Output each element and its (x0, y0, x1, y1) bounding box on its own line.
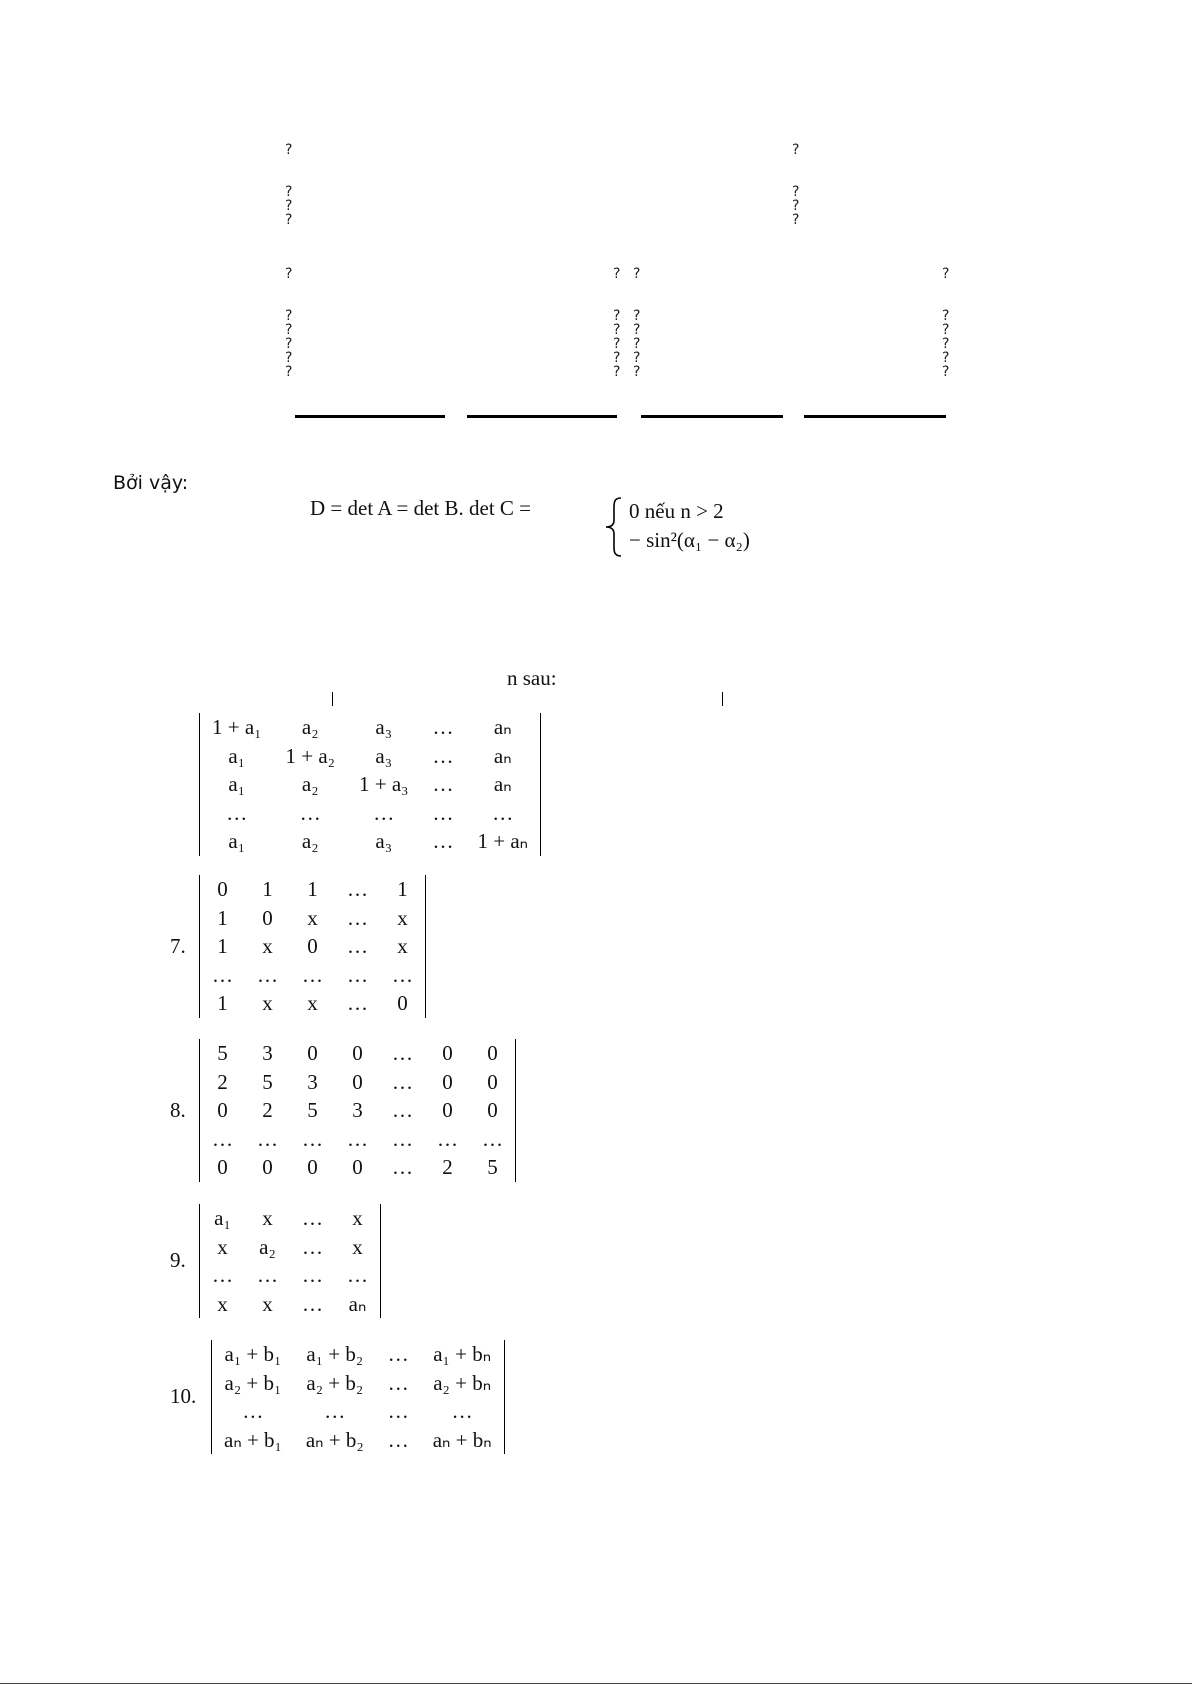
matrix-cell: … (387, 1342, 409, 1366)
matrix-cell: aₙ (493, 743, 512, 768)
matrix-cell: 5 (217, 1041, 228, 1065)
matrix-cell: … (373, 800, 395, 825)
matrix-row (200, 989, 425, 1018)
matrix-cell: 5 (307, 1098, 318, 1122)
matrix-cell: x (352, 1234, 363, 1259)
rule-1 (295, 415, 445, 418)
matrix-cell: aₙ + b₁ (224, 1427, 282, 1452)
matrix-row (200, 1096, 515, 1125)
matrix-cell: a₂ (301, 715, 319, 739)
missing-glyph-icon: ? (613, 364, 621, 380)
matrix-cell: a₃ (375, 743, 393, 768)
missing-glyph-icon: ? (792, 184, 800, 200)
missing-glyph-icon: ? (285, 308, 293, 324)
matrix-cell: a₃ (375, 829, 393, 853)
page-bottom-rule (0, 1683, 1192, 1684)
matrix-row (200, 770, 540, 799)
matrix-cell: … (451, 1399, 473, 1423)
matrix-cell: 0 (262, 905, 273, 930)
matrix-cell: a₁ (228, 829, 246, 853)
matrix-cell: 0 (442, 1069, 453, 1094)
matrix-cell: … (347, 962, 368, 987)
matrix-cell: … (212, 962, 233, 987)
matrix-cell: 2 (442, 1155, 453, 1179)
matrix-cell: x (397, 934, 408, 958)
missing-glyph-icon: ? (613, 322, 621, 338)
matrix-cell: aₙ + b₂ (305, 1427, 364, 1452)
problem-intro: n sau: (507, 666, 557, 690)
determinant-7 (199, 875, 426, 1018)
matrix-cell: 1 + a₂ (285, 743, 335, 768)
matrix-cell: … (302, 1126, 323, 1151)
missing-glyph-icon: ? (285, 198, 293, 214)
matrix-cell: 0 (217, 1155, 228, 1179)
matrix-cell: 0 (352, 1155, 363, 1179)
matrix-row (200, 1204, 380, 1233)
matrix-cell: … (302, 962, 323, 987)
matrix-cell: … (347, 1263, 368, 1287)
matrix-cell: a₁ + b₂ (306, 1342, 364, 1366)
missing-glyph-icon: ? (942, 336, 950, 352)
missing-glyph-icon: ? (285, 266, 293, 282)
determinant-9 (199, 1204, 381, 1318)
case-two: − sin²(α₁ − α₂) (629, 528, 750, 552)
matrix-cell: x (307, 991, 318, 1015)
matrix-cell: 0 (352, 1069, 363, 1094)
matrix-cell: … (347, 877, 368, 901)
left-brace-icon (603, 496, 625, 558)
missing-glyph-icon: ? (613, 336, 621, 352)
matrix-cell: aₙ (493, 715, 512, 739)
tick-left (332, 692, 333, 706)
matrix-cell: a₁ (228, 772, 246, 796)
matrix-cell: 0 (262, 1155, 273, 1179)
matrix-cell: … (347, 1126, 368, 1151)
matrix-cell: a₁ + b₁ (224, 1342, 282, 1366)
missing-glyph-icon: ? (285, 184, 293, 200)
missing-glyph-icon: ? (792, 212, 800, 228)
matrix-cell: x (262, 934, 273, 958)
matrix-row (200, 932, 425, 961)
matrix-cell: 1 + a₃ (359, 772, 409, 796)
missing-glyph-icon: ? (633, 308, 641, 324)
matrix-cell: 0 (352, 1041, 363, 1065)
missing-glyph-icon: ? (942, 364, 950, 380)
rule-4 (804, 415, 946, 418)
determinant-equation: D = det A = det B. det C = (310, 496, 532, 520)
matrix-cell: … (387, 1427, 409, 1452)
matrix-cell: … (299, 800, 321, 825)
matrix-cell: a₁ (214, 1206, 231, 1230)
problem-number-8: 8. (170, 1098, 186, 1122)
matrix-cell: … (387, 1399, 409, 1423)
missing-glyph-icon: ? (613, 308, 621, 324)
matrix-cell: … (226, 800, 248, 825)
matrix-cell: … (432, 743, 454, 768)
matrix-row (212, 1397, 504, 1426)
matrix-cell: 0 (487, 1041, 498, 1065)
matrix-cell: 0 (307, 1041, 318, 1065)
matrix-cell: … (257, 1263, 278, 1287)
matrix-cell: … (347, 991, 368, 1015)
matrix-row (212, 1369, 504, 1398)
matrix-cell: 1 (307, 877, 318, 901)
missing-glyph-icon: ? (613, 350, 621, 366)
matrix-row (200, 904, 425, 933)
problem-number-9: 9. (170, 1248, 186, 1272)
matrix-cell: … (492, 800, 514, 825)
determinant-10 (211, 1340, 505, 1454)
matrix-cell: x (262, 1206, 273, 1230)
matrix-cell: aₙ + bₙ (432, 1427, 492, 1452)
matrix-cell: 0 (442, 1041, 453, 1065)
matrix-cell: 0 (397, 991, 408, 1015)
matrix-row (200, 1125, 515, 1154)
matrix-cell: … (302, 1234, 323, 1259)
missing-glyph-icon: ? (942, 266, 950, 282)
matrix-cell: x (262, 1291, 273, 1316)
matrix-cell: x (262, 991, 273, 1015)
matrix-cell: … (392, 1126, 413, 1151)
matrix-cell: … (347, 905, 368, 930)
problem-number-7: 7. (170, 934, 186, 958)
matrix-cell: 3 (262, 1041, 273, 1065)
tick-right (722, 692, 723, 706)
missing-glyph-icon: ? (792, 198, 800, 214)
matrix-cell: 1 (397, 877, 408, 901)
matrix-cell: a₂ (259, 1234, 276, 1259)
matrix-cell: … (432, 829, 454, 853)
matrix-cell: 1 + aₙ (477, 829, 529, 853)
matrix-cell: 1 (217, 934, 228, 958)
matrix-row (200, 827, 540, 856)
matrix-cell: 1 (217, 905, 228, 930)
matrix-cell: a₂ + bₙ (433, 1370, 492, 1395)
matrix-row (212, 1340, 504, 1369)
matrix-cell: 3 (352, 1098, 363, 1122)
matrix-cell: … (242, 1399, 264, 1423)
missing-glyph-icon: ? (942, 350, 950, 366)
matrix-cell: 0 (442, 1098, 453, 1122)
matrix-row (200, 1261, 380, 1290)
matrix-cell: … (432, 800, 454, 825)
determinant-6 (199, 713, 541, 856)
matrix-cell: 1 + a₁ (212, 715, 262, 739)
case-one: 0 nếu n > 2 (629, 499, 724, 523)
matrix-cell: x (217, 1291, 228, 1316)
matrix-row (200, 1233, 380, 1262)
matrix-cell: … (392, 1069, 413, 1094)
matrix-cell: … (257, 962, 278, 987)
matrix-cell: x (352, 1206, 363, 1230)
missing-glyph-icon: ? (633, 322, 641, 338)
matrix-cell: 5 (262, 1069, 273, 1094)
matrix-row (200, 799, 540, 828)
matrix-cell: 0 (307, 1155, 318, 1179)
matrix-cell: 1 (217, 991, 228, 1015)
matrix-row (200, 1068, 515, 1097)
matrix-cell: x (307, 905, 318, 930)
matrix-cell: 1 (262, 877, 273, 901)
matrix-row (200, 742, 540, 771)
matrix-row (200, 1039, 515, 1068)
rule-3 (641, 415, 783, 418)
problem-number-10: 10. (170, 1384, 197, 1408)
missing-glyph-icon: ? (942, 308, 950, 324)
missing-glyph-icon: ? (285, 364, 293, 380)
matrix-cell: a₁ (228, 743, 246, 768)
matrix-cell: … (432, 772, 454, 796)
matrix-cell: … (387, 1370, 409, 1395)
missing-glyph-icon: ? (613, 266, 621, 282)
matrix-cell: 3 (307, 1069, 318, 1094)
rule-2 (467, 415, 617, 418)
matrix-cell: … (432, 715, 454, 739)
matrix-cell: 2 (217, 1069, 228, 1094)
matrix-row (212, 1426, 504, 1455)
matrix-cell: 0 (487, 1069, 498, 1094)
matrix-cell: aₙ (493, 772, 512, 796)
matrix-cell: … (437, 1126, 458, 1151)
matrix-row (200, 1290, 380, 1319)
missing-glyph-icon: ? (285, 212, 293, 228)
matrix-cell: a₂ + b₂ (306, 1370, 364, 1395)
matrix-cell: … (212, 1263, 233, 1287)
matrix-cell: … (392, 962, 413, 987)
matrix-cell: … (257, 1126, 278, 1151)
matrix-cell: x (397, 905, 408, 930)
matrix-cell: 0 (307, 934, 318, 958)
matrix-cell: a₁ + bₙ (433, 1342, 492, 1366)
matrix-row (200, 961, 425, 990)
therefore-label: Bởi vậy: (113, 472, 189, 494)
missing-glyph-icon: ? (633, 364, 641, 380)
matrix-cell: … (212, 1126, 233, 1151)
missing-glyph-icon: ? (942, 322, 950, 338)
matrix-cell: 0 (217, 877, 228, 901)
missing-glyph-icon: ? (633, 350, 641, 366)
matrix-cell: a₂ + b₁ (224, 1370, 282, 1395)
matrix-cell: … (392, 1155, 413, 1179)
matrix-cell: aₙ (348, 1291, 367, 1316)
matrix-row (200, 1153, 515, 1182)
matrix-cell: … (302, 1291, 323, 1316)
matrix-cell: … (347, 934, 368, 958)
matrix-row (200, 713, 540, 742)
missing-glyph-icon: ? (633, 266, 641, 282)
matrix-cell: … (302, 1263, 323, 1287)
matrix-cell: a₂ (301, 829, 319, 853)
matrix-cell: 0 (217, 1098, 228, 1122)
matrix-cell: 2 (262, 1098, 273, 1122)
matrix-row (200, 875, 425, 904)
matrix-cell: 0 (487, 1098, 498, 1122)
matrix-cell: … (302, 1206, 323, 1230)
missing-glyph-icon: ? (285, 322, 293, 338)
matrix-cell: x (217, 1234, 228, 1259)
missing-glyph-icon: ? (285, 350, 293, 366)
matrix-cell: a₂ (301, 772, 319, 796)
determinant-8 (199, 1039, 516, 1182)
missing-glyph-icon: ? (285, 336, 293, 352)
matrix-cell: 5 (487, 1155, 498, 1179)
missing-glyph-icon: ? (285, 142, 293, 158)
matrix-cell: … (324, 1399, 346, 1423)
matrix-cell: … (392, 1098, 413, 1122)
missing-glyph-icon: ? (792, 142, 800, 158)
matrix-cell: … (482, 1126, 503, 1151)
matrix-cell: … (392, 1041, 413, 1065)
matrix-cell: a₃ (375, 715, 393, 739)
missing-glyph-icon: ? (633, 336, 641, 352)
